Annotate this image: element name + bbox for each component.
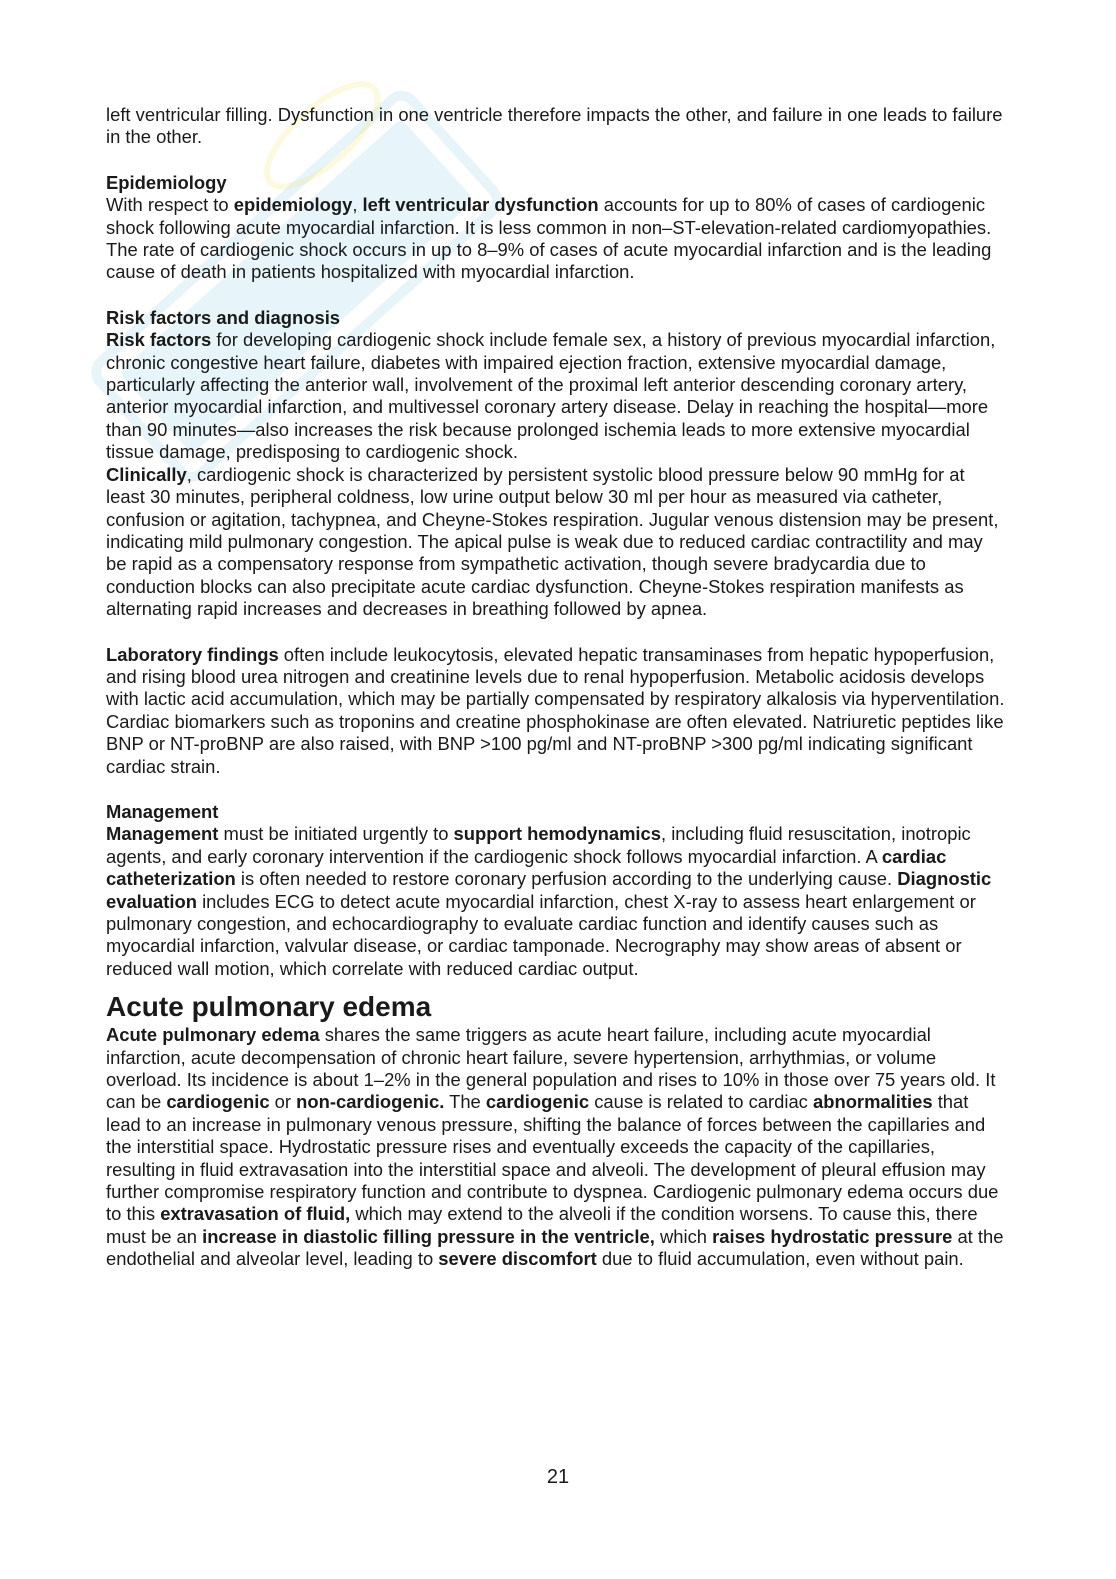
text-run: accounts for up to 80% of cases of cardiogenic shock following acute myocardial infarction. It is less common in non–ST-elevation-related cardiomyopathies. The rate of cardiogenic shock occurs in up to 8–9% of cases of acute myocardial infarction and is the leading cause of death in patients hospitalized with myocardial infarction. [106, 194, 992, 283]
text-run: that lead to an increase in pulmonary venous pressure, shifting the balance of forces between the capillaries and the interstitial space. Hydrostatic pressure rises and eventually exceeds the capacity of the capillaries, resulting in fluid extravasation into the interstitial space and alveoli. The development of pleural effusion may further compromise respiratory function and contribute to dyspnea. Cardiogenic pulmonary edema occurs due to this [106, 1091, 999, 1225]
laboratory-paragraph [106, 644, 1006, 778]
text-run: for developing cardiogenic shock include female sex, a history of previous myocardial infarction, chronic congestive heart failure, diabetes with impaired ejection fraction, extensive myocardial damage, particularly affecting the anterior wall, involvement of the proximal left anterior descending coronary artery, anterior myocardial infarction, and multivessel coronary artery disease. Delay in reaching the hospital—more than 90 minutes—also increases the risk because prolonged ischemia leads to more extensive myocardial tissue damage, predisposing to cardiogenic shock. [106, 329, 996, 463]
bold-term: Clinically [106, 463, 187, 485]
text-run: , [352, 194, 363, 216]
bold-term: left ventricular dysfunction [362, 194, 599, 216]
bold-term: cardiogenic [166, 1091, 270, 1113]
bold-term: extravasation of fluid, [160, 1203, 351, 1225]
section-title-acute-pulmonary-edema: Acute pulmonary edema [106, 991, 432, 1023]
text-run: often include leukocytosis, elevated hepatic transaminases from hepatic hypoperfusion, and rising blood urea nitrogen and creatinine levels due to renal hypoperfusion. Metabolic acidosis develops with lactic acid accumulation, which may be partially compensated by respiratory alkalosis via hyperventilation. Cardiac biomarkers such as troponins and creatine phosphokinase are often elevated. Natriuretic peptides like BNP or NT-proBNP are also raised, with BNP >100 pg/ml and NT-proBNP >300 pg/ml indicating significant cardiac strain. [106, 643, 1005, 777]
bold-term: Management [106, 823, 219, 845]
section-heading-epidemiology: Epidemiology [106, 171, 227, 193]
section-heading-risk-factors: Risk factors and diagnosis [106, 306, 341, 328]
text-run: shares the same triggers as acute heart failure, including acute myocardial infarction, acute decompensation of chronic heart failure, severe hypertension, arrhythmias, or volume overload. Its incidence is about 1–2% in the general population and rises to 10% in those over 75 years old. It can be [106, 1024, 996, 1113]
risk-factors-paragraph [106, 329, 1006, 463]
text-run: , cardiogenic shock is characterized by persistent systolic blood pressure below 90 mmHg for at least 30 minutes, peripheral coldness, low urine output below 30 ml per hour as measured via catheter, confusion or agitation, tachypnea, and Cheyne-Stokes respiration. Jugular venous distension may be present, indicating mild pulmonary congestion. The apical pulse is weak due to reduced cardiac contractility and may be rapid as a compensatory response from sympathetic activation, though severe bradycardia due to conduction blocks can also precipitate acute cardiac dysfunction. Cheyne-Stokes respiration manifests as alternating rapid increases and decreases in breathing followed by apnea. [106, 463, 999, 620]
bold-term: epidemiology [233, 194, 353, 216]
text-run: or [269, 1091, 297, 1113]
bold-term: abnormalities [813, 1091, 933, 1113]
text-run: at the endothelial and alveolar level, leading to [106, 1225, 1004, 1270]
text-run: left ventricular filling. Dysfunction in one ventricle therefore impacts the other, and failure in one leads to failure in the other. [106, 104, 1003, 148]
bold-term: Laboratory findings [106, 643, 279, 665]
bold-term: cardiac catheterization [106, 845, 947, 890]
bold-term: non-cardiogenic. [296, 1091, 445, 1113]
text-run: due to fluid accumulation, even without pain. [596, 1248, 964, 1270]
bold-term: increase in diastolic filling pressure in the ventricle, [202, 1225, 655, 1247]
bold-term: Acute pulmonary edema [106, 1024, 320, 1046]
document-page [106, 104, 1006, 1271]
intro-paragraph [106, 104, 1006, 149]
page-number: 21 [546, 1466, 570, 1488]
bold-term: Diagnostic evaluation [106, 868, 992, 912]
epidemiology-paragraph [106, 194, 1006, 284]
clinical-paragraph [106, 464, 1006, 621]
text-run: which [654, 1225, 713, 1247]
text-run: cause is related to cardiac [589, 1091, 813, 1113]
section-heading-management: Management [106, 800, 219, 822]
bold-term: severe discomfort [438, 1248, 597, 1270]
text-run: The [444, 1091, 486, 1113]
bold-term: raises hydrostatic pressure [712, 1225, 953, 1247]
text-run: which may extend to the alveoli if the condition worsens. To cause this, there must be an [106, 1203, 978, 1247]
text-run: , including fluid resuscitation, inotropic agents, and early coronary intervention if the cardiogenic shock follows myocardial infarction. A [106, 823, 971, 867]
management-paragraph [106, 823, 1006, 980]
edema-paragraph [106, 1024, 1006, 1270]
bold-term: Risk factors [106, 329, 212, 351]
text-run: must be initiated urgently to [218, 823, 454, 845]
bold-term: support hemodynamics [453, 823, 661, 845]
text-run: With respect to [106, 194, 234, 216]
text-run: includes ECG to detect acute myocardial infarction, chest X-ray to assess heart enlargement or pulmonary congestion, and echocardiography to evaluate cardiac function and identify causes such as myocardial infarction, valvular disease, or cardiac tamponade. Necrography may show areas of absent or reduced wall motion, which correlate with reduced cardiac output. [106, 890, 976, 979]
text-run: is often needed to restore coronary perfusion according to the underlying cause. [235, 868, 898, 890]
bold-term: cardiogenic [485, 1091, 590, 1113]
